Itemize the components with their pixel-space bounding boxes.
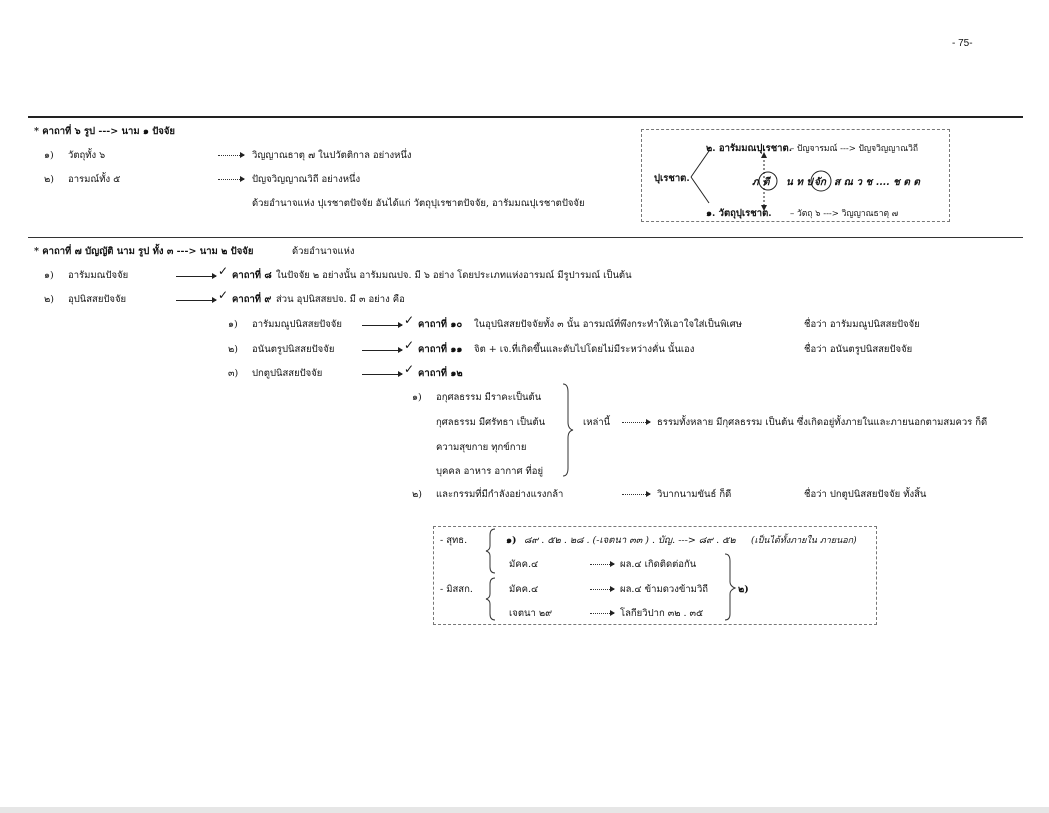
p1-line-c: ความสุขกาย ทุกข์กาย — [436, 442, 527, 453]
sec1-item2-text: อารมณ์ทั้ง ๕ — [68, 174, 121, 185]
r2-verse: คาถาที่ ๙ — [232, 294, 272, 305]
box-b2-label: มัคค.๔ — [509, 559, 539, 570]
box-missaka-brace — [484, 576, 498, 622]
s2-verse: คาถาที่ ๑๑ — [418, 344, 463, 355]
box-b4-label: เจตนา ๒๙ — [509, 608, 553, 619]
p2-name: ชื่อว่า ปกตูปนิสสยปัจจัย ทั้งสิ้น — [804, 489, 927, 500]
p1-result: ธรรมทั้งหลาย มีกุศลธรรม เป็นต้น ซึ่งเกิดอยู่ทั้งภายในและภายนอกตามสมควร ก็ดี — [657, 417, 988, 428]
page-number: - 75- — [952, 38, 973, 49]
s3-label: ปกตูปนิสสยปัจจัย — [252, 368, 323, 379]
p1-group-label: เหล่านี้ — [583, 417, 611, 428]
sec1-item2-no: ๒) — [44, 174, 54, 185]
sec1-note: ด้วยอำนาจแห่ง ปุเรชาตปัจจัย อันได้แก่ วัตถุปุเรชาตปัจจัย, อารัมมณปุเรชาตปัจจัย — [252, 198, 585, 209]
p1-line-b: กุศลธรรม มีศรัทธา เป็นต้น — [436, 417, 546, 428]
sec1-item1-result: วิญญาณธาตุ ๗ ในปวัตติกาล อย่างหนึ่ง — [252, 150, 412, 161]
s1-no: ๑) — [228, 319, 238, 330]
s1-label: อารัมมณูปนิสสยปัจจัย — [252, 319, 342, 330]
p2-no: ๒) — [412, 489, 422, 500]
s3-verse: คาถาที่ ๑๒ — [418, 368, 463, 379]
r1-text: ในปัจจัย ๒ อย่างนั้น อารัมมณปจ. มี ๖ อย่าง โดยประเภทแห่งอารมณ์ มีรูปารมณ์ เป็นต้น — [276, 270, 632, 281]
sec2-heading-suffix: ด้วยอำนาจแห่ง — [292, 246, 355, 257]
diagram-top-label: ๒. อารัมมณปุเรชาต. — [706, 143, 792, 154]
p1-brace — [560, 382, 576, 478]
p2-text: และกรรมที่มีกำลังอย่างแรงกล้า — [436, 489, 564, 500]
sec2-heading: * คาถาที่ ๗ บัญญัติ นาม รูป ทั้ง ๓ ---> นาม ๒ ปัจจัย — [34, 246, 254, 257]
s1-text: ในอุปนิสสยปัจจัยทั้ง ๓ นั้น อารมณ์ที่พึงกระทำให้เอาใจใส่เป็นพิเศษ — [474, 319, 743, 330]
r1-no: ๑) — [44, 270, 54, 281]
s1-verse: คาถาที่ ๑๐ — [418, 319, 463, 330]
p1-no: ๑) — [412, 392, 422, 403]
s2-check-icon: ✓ — [404, 338, 415, 352]
box-group-no: ๒) — [738, 584, 749, 595]
diagram-seq-3: น ท ป — [786, 177, 813, 188]
box-b1-note: (เป็นได้ทั้งภายใน ภายนอก) — [751, 536, 857, 546]
diagram-seq-1: ภ — [752, 177, 759, 188]
p2-result: วิบากนามขันธ์ ก็ดี — [657, 489, 732, 500]
sec1-item2-result: ปัญจวิญญาณวิถี อย่างหนึ่ง — [252, 174, 361, 185]
r1-label: อารัมมณปัจจัย — [68, 270, 129, 281]
s2-text: จิต + เจ.ที่เกิดขึ้นและดับไปโดยไม่มีระหว่างคั่น นั้นเอง — [474, 344, 695, 355]
sec1-heading: * คาถาที่ ๖ รูป ---> นาม ๑ ปัจจัย — [34, 126, 175, 137]
box-b3-label: มัคค.๔ — [509, 584, 539, 595]
r2-label: อุปนิสสยปัจจัย — [68, 294, 127, 305]
box-b1-no: ๑) — [506, 535, 517, 546]
s2-no: ๒) — [228, 344, 238, 355]
r2-no: ๒) — [44, 294, 54, 305]
sec1-item1-text: วัตถุทั้ง ๖ — [68, 150, 106, 161]
box-b4-result: โลกียวิปาก ๓๒ . ๓๕ — [620, 608, 704, 619]
box-suttanta-brace — [484, 527, 498, 575]
diagram-seq-4: จัก — [814, 177, 826, 188]
box-suttanta-label: - สุทธ. — [440, 535, 468, 546]
top-rule — [28, 116, 1023, 118]
box-b1-text: ๘๙ . ๕๒ . ๒๘ . (-เจตนา ๓๓ ) . บัญ. ---> ๘๙ . ๕๒ — [524, 535, 736, 546]
sec1-item1-no: ๑) — [44, 150, 54, 161]
box-b3-result: ผล.๔ ข้ามดวงข้ามวิถี — [620, 584, 709, 595]
s3-check-icon: ✓ — [404, 362, 415, 376]
s3-no: ๓) — [228, 368, 239, 379]
r2-text: ส่วน อุปนิสสยปจ. มี ๓ อย่าง คือ — [276, 294, 405, 305]
box-group-brace — [722, 552, 738, 622]
diagram-left-label: ปุเรชาต. — [654, 173, 690, 184]
p1-line-d: บุคคล อาหาร อากาศ ที่อยู่ — [436, 466, 544, 477]
s2-name: ชื่อว่า อนันตรูปนิสสยปัจจัย — [804, 344, 913, 355]
box-missaka-label: - มิสสก. — [440, 584, 473, 595]
diagram-branch-down — [691, 177, 709, 203]
diagram-top-desc: – ปัญจารมณ์ ---> ปัญจวิญญาณวิถี — [790, 144, 918, 154]
diagram-seq-2: ตี — [763, 177, 770, 188]
diagram-bottom-desc: – วัตถุ ๖ ---> วิญญาณธาตุ ๗ — [790, 209, 899, 219]
diagram-seq-5: ส ณ ว ช .... ช ต ต — [834, 177, 920, 188]
section-rule — [28, 237, 1023, 238]
r2-check-icon: ✓ — [218, 288, 229, 302]
diagram-bottom-label: ๑. วัตถุปุเรชาต. — [706, 208, 772, 219]
s2-label: อนันตรูปนิสสยปัจจัย — [252, 344, 335, 355]
r1-check-icon: ✓ — [218, 264, 229, 278]
s1-check-icon: ✓ — [404, 313, 415, 327]
p1-line-a: อกุศลธรรม มีราคะเป็นต้น — [436, 392, 542, 403]
r1-verse: คาถาที่ ๘ — [232, 270, 272, 281]
viewer-bottom-bar — [0, 807, 1049, 813]
s1-name: ชื่อว่า อารัมมณูปนิสสยปัจจัย — [804, 319, 920, 330]
box-b2-result: ผล.๔ เกิดติดต่อกัน — [620, 559, 697, 570]
